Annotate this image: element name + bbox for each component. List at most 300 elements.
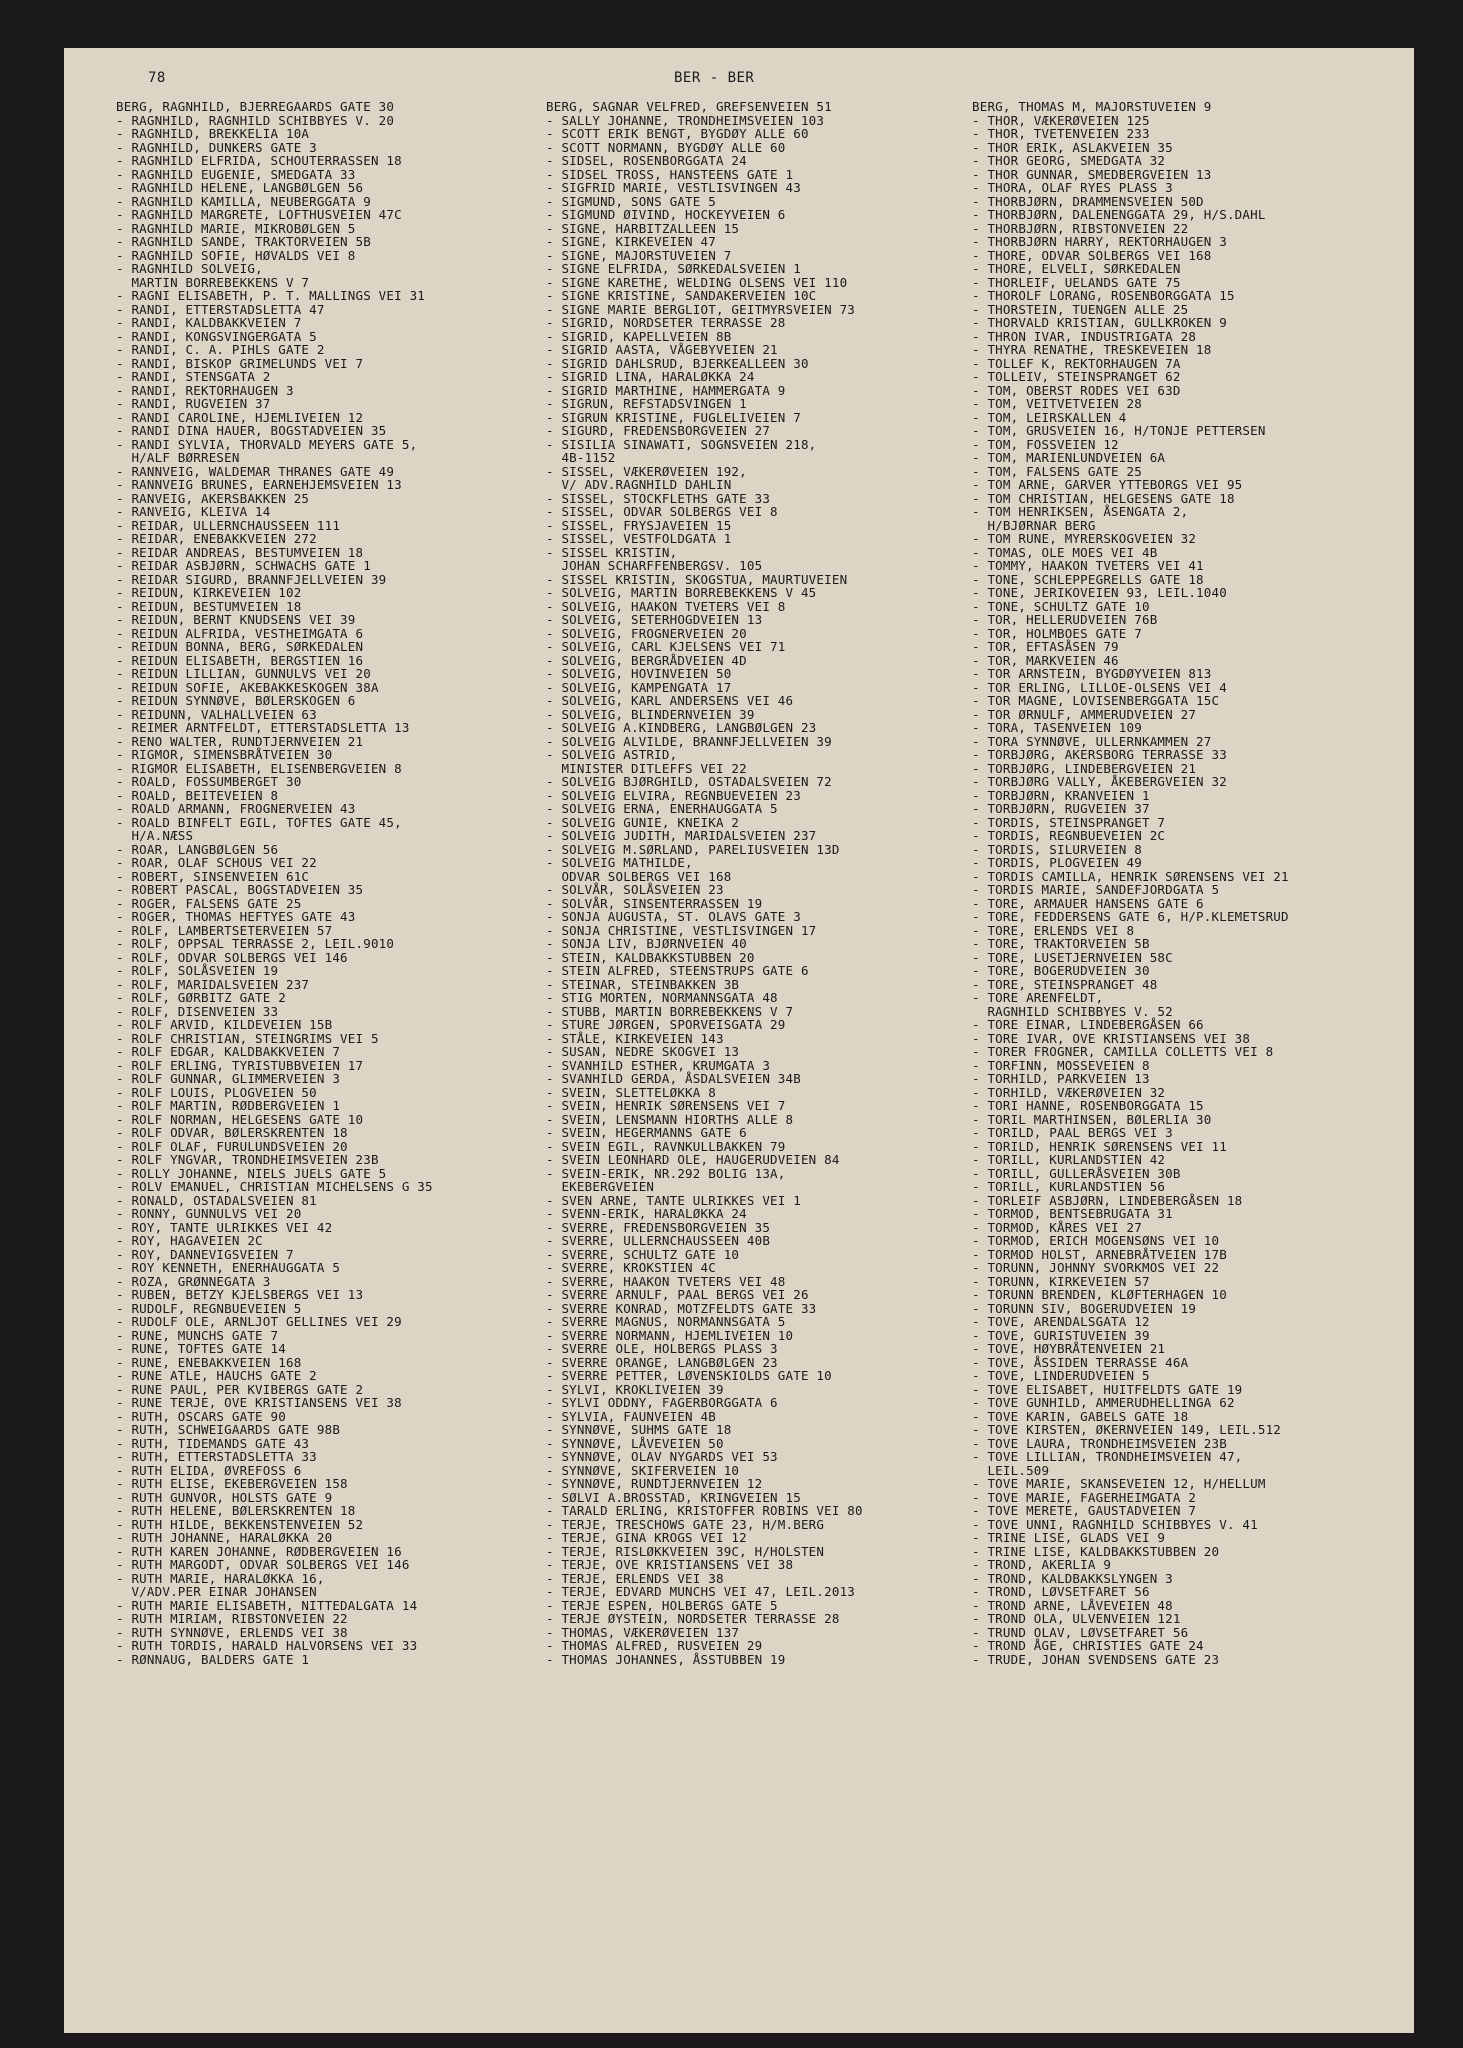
directory-entry: - SIGRID DAHLSRUD, BJERKEALLEEN 30 [546, 355, 809, 371]
directory-entry: - TOR, HOLMBOES GATE 7 [972, 625, 1142, 641]
directory-entry: - TORBJØRN, KRANVEIEN 1 [972, 787, 1150, 803]
directory-entry: - TORUNN BRENDEN, KLØFTERHAGEN 10 [972, 1287, 1227, 1302]
directory-entry: - THORBJØRN, DALENENGGATA 29, H/S.DAHL [972, 207, 1266, 222]
directory-entry: - THOR GEORG, SMEDGATA 32 [972, 153, 1166, 168]
directory-entry: - TORILL, KURLANDSTIEN 42 [972, 1152, 1166, 1167]
directory-entry: - TOR ARNSTEIN, BYGDØYVEIEN 813 [972, 666, 1212, 681]
directory-entry: - SVEIN, HENRIK SØRENSENS VEI 7 [546, 1098, 786, 1113]
directory-entry: - SOLVEIG BJØRGHILD, OSTADALSVEIEN 72 [546, 774, 832, 789]
directory-entry: - TOVE LILLIAN, TRONDHEIMSVEIEN 47, [972, 1449, 1243, 1464]
directory-entry: - REIDUN SOFIE, AKEBAKKESKOGEN 38A [116, 679, 379, 695]
directory-entry: - STEIN, KALDBAKKSTUBBEN 20 [546, 949, 755, 965]
directory-entry: - TORE, TRAKTORVEIEN 5B [972, 936, 1150, 951]
directory-entry: - THOMAS, VÆKERØVEIEN 137 [546, 1624, 740, 1640]
directory-entry: - REIDAR, ENEBAKKVEIEN 272 [116, 531, 317, 546]
running-head: BER - BER [674, 70, 755, 86]
directory-entry: - TERJE ESPEN, HOLBERGS GATE 5 [546, 1597, 778, 1613]
directory-entry: - RUTH HELENE, BØLERSKRENTEN 18 [116, 1503, 356, 1518]
directory-entry: - TORBJØRG VALLY, ÅKEBERGVEIEN 32 [972, 774, 1227, 789]
directory-entry: - TERJE, GINA KROGS VEI 12 [546, 1530, 747, 1545]
directory-entry: - RANDI SYLVIA, THORVALD MEYERS GATE 5, [116, 436, 418, 452]
directory-entry: - SØLVI A.BROSSTAD, KRINGVEIEN 15 [546, 1489, 801, 1505]
directory-entry: - TOVE MERETE, GAUSTADVEIEN 7 [972, 1503, 1197, 1518]
directory-entry: - RANDI, KONGSVINGERGATA 5 [116, 328, 317, 344]
directory-entry: - REIDUN, BESTUMVEIEN 18 [116, 598, 302, 614]
directory-entry: - SVERRE PETTER, LØVENSKIOLDS GATE 10 [546, 1368, 832, 1383]
directory-entry: - TOM, OBERST RODES VEI 63D [972, 382, 1181, 398]
directory-entry: - TORDIS, REGNBUEVEIEN 2C [972, 828, 1166, 843]
directory-entry: - RAGNHILD HELENE, LANGBØLGEN 56 [116, 180, 364, 195]
directory-entry: - TORE EINAR, LINDEBERGÅSEN 66 [972, 1017, 1204, 1032]
directory-entry: - THRON IVAR, INDUSTRIGATA 28 [972, 328, 1197, 344]
directory-entry: - REIDUN ELISABETH, BERGSTIEN 16 [116, 652, 364, 668]
directory-entry: - TOVE, GURISTUVEIEN 39 [972, 1327, 1150, 1343]
directory-entry: - TOM RUNE, MYRERSKOGVEIEN 32 [972, 531, 1197, 546]
directory-entry: - REIMER ARNTFELDT, ETTERSTADSLETTA 13 [116, 720, 410, 735]
directory-entry: - TOVE MARIE, FAGERHEIMGATA 2 [972, 1489, 1197, 1505]
directory-entry: - REIDUN, BERNT KNUDSENS VEI 39 [116, 612, 356, 627]
directory-entry: - TORMOD, KÅRES VEI 27 [972, 1219, 1142, 1235]
directory-entry: - TORDIS MARIE, SANDEFJORDGATA 5 [972, 882, 1220, 897]
directory-entry: - TORA SYNNØVE, ULLERNKAMMEN 27 [972, 733, 1212, 749]
directory-entry: - SISILIA SINAWATI, SOGNSVEIEN 218, [546, 436, 817, 452]
directory-entry: - TORBJØRG, LINDEBERGVEIEN 21 [972, 760, 1197, 776]
directory-entry: - RIGMOR ELISABETH, ELISENBERGVEIEN 8 [116, 760, 402, 776]
page-number: 78 [148, 70, 166, 86]
directory-entry: - SIGRUN, REFSTADSVINGEN 1 [546, 396, 747, 411]
directory-entry: - ROLF, LAMBERTSETERVEIEN 57 [116, 922, 333, 938]
directory-entry: - TERJE ØYSTEIN, NORDSETER TERRASSE 28 [546, 1611, 840, 1626]
directory-entry: - SOLVEIG, BLINDERNVEIEN 39 [546, 706, 755, 722]
directory-entry: - TORE, LUSETJERNVEIEN 58C [972, 949, 1173, 965]
directory-entry: - RUNE TERJE, OVE KRISTIANSENS VEI 38 [116, 1395, 402, 1410]
directory-entry: - RENO WALTER, RUNDTJERNVEIEN 21 [116, 733, 364, 749]
directory-entry: - RUDOLF, REGNBUEVEIEN 5 [116, 1300, 302, 1316]
directory-entry: - SVANHILD ESTHER, KRUMGATA 3 [546, 1057, 771, 1073]
directory-entry: H/BJØRNAR BERG [972, 517, 1096, 533]
directory-entry: - THOMAS ALFRED, RUSVEIEN 29 [546, 1638, 763, 1653]
directory-entry: - SIGRID MARTHINE, HAMMERGATA 9 [546, 382, 786, 398]
directory-entry: - SIGRID AASTA, VÅGEBYVEIEN 21 [546, 342, 778, 357]
directory-entry: - TORILD, PAAL BERGS VEI 3 [972, 1125, 1173, 1140]
directory-entry: - RANDI, BISKOP GRIMELUNDS VEI 7 [116, 355, 364, 371]
directory-entry: - ROLF, GØRBITZ GATE 2 [116, 990, 286, 1005]
directory-entry: - ROGER, FALSENS GATE 25 [116, 895, 302, 911]
directory-entry: - SIGMUND, SONS GATE 5 [546, 193, 716, 209]
directory-entry: - RUNE, MUNCHS GATE 7 [116, 1327, 279, 1343]
directory-entry: - SONJA LIV, BJØRNVEIEN 40 [546, 936, 747, 951]
directory-entry: LEIL.509 [972, 1462, 1050, 1478]
directory-entry: - RUTH TORDIS, HARALD HALVORSENS VEI 33 [116, 1638, 418, 1653]
directory-entry: - ROLF GUNNAR, GLIMMERVEIEN 3 [116, 1071, 341, 1086]
directory-entry: - RUTH, SCHWEIGAARDS GATE 98B [116, 1422, 341, 1437]
directory-entry: - TORILL, KURLANDSTIEN 56 [972, 1179, 1166, 1194]
directory-entry: - ROBERT, SINSENVEIEN 61C [116, 868, 310, 884]
directory-entry: - RUTH MIRIAM, RIBSTONVEIEN 22 [116, 1611, 348, 1626]
directory-entry: - TROND ARNE, LÅVEVEIEN 48 [972, 1597, 1173, 1613]
directory-entry: - TORLEIF ASBJØRN, LINDEBERGÅSEN 18 [972, 1192, 1243, 1208]
directory-entry: - ROLV EMANUEL, CHRISTIAN MICHELSENS G 35 [116, 1179, 433, 1194]
directory-entry: - TROND ÅGE, CHRISTIES GATE 24 [972, 1638, 1204, 1653]
directory-entry: - TORDIS, STEINSPRANGET 7 [972, 814, 1166, 830]
directory-entry: - TORUNN, KIRKEVEIEN 57 [972, 1273, 1150, 1289]
directory-entry: - ROLF ODVAR, BØLERSKRENTEN 18 [116, 1125, 348, 1140]
directory-entry: H/A.NÆSS [116, 828, 194, 843]
directory-entry: - STÅLE, KIRKEVEIEN 143 [546, 1030, 724, 1046]
directory-entry: - TOVE MARIE, SKANSEVEIEN 12, H/HELLUM [972, 1476, 1266, 1491]
directory-entry: - SVENN-ERIK, HARALØKKA 24 [546, 1206, 747, 1221]
directory-entry: JOHAN SCHARFFENBERGSV. 105 [546, 558, 763, 573]
directory-entry: - SOLVEIG, MARTIN BORREBEKKENS V 45 [546, 585, 817, 600]
directory-entry: - TOM, FALSENS GATE 25 [972, 463, 1142, 479]
directory-entry: - SIGRUN KRISTINE, FUGLELIVEIEN 7 [546, 409, 801, 425]
directory-entry: - SISSEL KRISTIN, SKOGSTUA, MAURTUVEIEN [546, 571, 848, 587]
directory-entry: BERG, RAGNHILD, BJERREGAARDS GATE 30 [116, 99, 395, 114]
directory-entry: - TARALD ERLING, KRISTOFFER ROBINS VEI 80 [546, 1503, 863, 1518]
directory-entry: - SOLVEIG ASTRID, [546, 747, 678, 762]
directory-entry: - RUTH, TIDEMANDS GATE 43 [116, 1435, 310, 1451]
directory-entry: 4B-1152 [546, 450, 616, 465]
directory-entry: - SIGURD, FREDENSBORGVEIEN 27 [546, 423, 771, 438]
directory-entry: - TORE ARENFELDT, [972, 990, 1104, 1005]
directory-entry: MINISTER DITLEFFS VEI 22 [546, 760, 747, 776]
directory-entry: MARTIN BORREBEKKENS V 7 [116, 274, 310, 290]
directory-entry: - ROLF, SOLÅSVEIEN 19 [116, 963, 279, 978]
directory-entry: - TOR MAGNE, LOVISENBERGGATA 15C [972, 693, 1220, 708]
directory-entry: - SOLVEIG M.SØRLAND, PARELIUSVEIEN 13D [546, 841, 840, 857]
directory-entry: - SYLVIA, FAUNVEIEN 4B [546, 1408, 716, 1424]
directory-entry: V/ ADV.RAGNHILD DAHLIN [546, 477, 732, 492]
directory-entry: - RUTH SYNNØVE, ERLENDS VEI 38 [116, 1624, 348, 1640]
directory-entry: - TOVE, ÅSSIDEN TERRASSE 46A [972, 1354, 1189, 1370]
directory-entry: - REIDAR SIGURD, BRANNFJELLVEIEN 39 [116, 571, 387, 587]
directory-entry: - THORBJØRN, RIBSTONVEIEN 22 [972, 220, 1189, 236]
directory-entry: - ROLLY JOHANNE, NIELS JUELS GATE 5 [116, 1165, 387, 1181]
directory-entry: - SCOTT NORMANN, BYGDØY ALLE 60 [546, 139, 786, 155]
directory-entry: - TORMOD HOLST, ARNEBRÅTVEIEN 17B [972, 1246, 1227, 1262]
directory-entry: ODVAR SOLBERGS VEI 168 [546, 868, 732, 884]
directory-entry: - TERJE, TRESCHOWS GATE 23, H/M.BERG [546, 1516, 825, 1532]
directory-entry: - TRINE LISE, KALDBAKKSTUBBEN 20 [972, 1543, 1220, 1559]
directory-entry: - RAGNHILD KAMILLA, NEUBERGGATA 9 [116, 193, 371, 209]
directory-entry: - REIDAR ANDREAS, BESTUMVEIEN 18 [116, 544, 364, 560]
directory-entry: - RUTH MARGODT, ODVAR SOLBERGS VEI 146 [116, 1557, 410, 1572]
directory-entry: - RØNNAUG, BALDERS GATE 1 [116, 1651, 310, 1667]
directory-entry: - SVERRE ARNULF, PAAL BERGS VEI 26 [546, 1287, 809, 1302]
directory-column-1 [116, 100, 556, 1666]
directory-entry: - ROLF ARVID, KILDEVEIEN 15B [116, 1017, 333, 1032]
directory-entry: - SALLY JOHANNE, TRONDHEIMSVEIEN 103 [546, 112, 825, 128]
directory-entry: - SOLVEIG, KARL ANDERSENS VEI 46 [546, 693, 794, 708]
directory-entry: - TORFINN, MOSSEVEIEN 8 [972, 1057, 1150, 1073]
directory-entry: - ROLF YNGVAR, TRONDHEIMSVEIEN 23B [116, 1152, 379, 1167]
directory-entry: - TORBJØRG, AKERSBORG TERRASSE 33 [972, 747, 1227, 762]
directory-entry: - SOLVEIG MATHILDE, [546, 855, 693, 870]
directory-entry: - TORHILD, VÆKERØVEIEN 32 [972, 1084, 1166, 1100]
directory-entry: - RANDI, C. A. PIHLS GATE 2 [116, 342, 325, 357]
directory-entry: - STEINAR, STEINBAKKEN 3B [546, 976, 740, 992]
directory-entry: - SYLVI ODDNY, FAGERBORGGATA 6 [546, 1395, 778, 1410]
directory-entry: - RANNVEIG BRUNES, EARNEHJEMSVEIEN 13 [116, 477, 402, 492]
directory-entry: - RAGNHILD SOLVEIG, [116, 261, 263, 276]
directory-entry: - TOR, EFTASÅSEN 79 [972, 639, 1119, 654]
directory-entry: - SVEIN, LENSMANN HIORTHS ALLE 8 [546, 1111, 794, 1127]
directory-entry: - SCOTT ERIK BENGT, BYGDØY ALLE 60 [546, 126, 809, 141]
directory-entry: - SIGNE MARIE BERGLIOT, GEITMYRSVEIEN 73 [546, 301, 856, 317]
directory-entry: - THORSTEIN, TUENGEN ALLE 25 [972, 301, 1189, 317]
directory-entry: - SIGNE ELFRIDA, SØRKEDALSVEIEN 1 [546, 261, 801, 276]
directory-entry: - TOM, GRUSVEIEN 16, H/TONJE PETTERSEN [972, 423, 1266, 438]
directory-entry: - SVEIN, SLETTELØKKA 8 [546, 1084, 716, 1100]
directory-entry: - SVEIN LEONHARD OLE, HAUGERUDVEIEN 84 [546, 1152, 840, 1167]
directory-entry: - TOR, HELLERUDVEIEN 76B [972, 612, 1158, 627]
directory-entry: - TOM, LEIRSKALLEN 4 [972, 409, 1127, 425]
directory-entry: - THORBJØRN, DRAMMENSVEIEN 50D [972, 193, 1204, 209]
directory-entry: - REIDUNN, VALHALLVEIEN 63 [116, 706, 317, 722]
directory-entry: - REIDAR, ULLERNCHAUSSEEN 111 [116, 517, 341, 533]
directory-entry: - SIGNE KARETHE, WELDING OLSENS VEI 110 [546, 274, 848, 290]
directory-entry: - RUNE, TOFTES GATE 14 [116, 1341, 286, 1356]
directory-entry: - ROLF, OPPSAL TERRASSE 2, LEIL.9010 [116, 936, 395, 951]
directory-entry: - RUBEN, BETZY KJELSBERGS VEI 13 [116, 1287, 364, 1302]
directory-entry: - ROALD, FOSSUMBERGET 30 [116, 774, 302, 789]
directory-entry: - REIDUN BONNA, BERG, SØRKEDALEN [116, 639, 364, 654]
directory-entry: - TORBJØRN, RUGVEIEN 37 [972, 801, 1150, 816]
directory-entry: - RAGNHILD, RAGNHILD SCHIBBYES V. 20 [116, 112, 395, 128]
directory-entry: - TORMOD, BENTSEBRUGATA 31 [972, 1206, 1173, 1221]
directory-entry: - RANVEIG, KLEIVA 14 [116, 504, 271, 519]
directory-entry: - SISSEL, STOCKFLETHS GATE 33 [546, 490, 771, 506]
directory-entry: - STIG MORTEN, NORMANNSGATA 48 [546, 990, 778, 1005]
directory-entry: - RUTH ELIDA, ØVREFOSS 6 [116, 1462, 302, 1478]
directory-entry: - TOM HENRIKSEN, ÅSENGATA 2, [972, 504, 1189, 519]
directory-entry: - RAGNHILD, BREKKELIA 10A [116, 126, 310, 141]
directory-entry: - SISSEL, ODVAR SOLBERGS VEI 8 [546, 504, 778, 519]
directory-entry: - ROLF, DISENVEIEN 33 [116, 1003, 279, 1019]
directory-entry: - SOLVÅR, SOLÅSVEIEN 23 [546, 882, 724, 897]
directory-entry: - SUSAN, NEDRE SKOGVEI 13 [546, 1044, 740, 1059]
directory-entry: - ROY KENNETH, ENERHAUGGATA 5 [116, 1260, 341, 1275]
directory-entry: - TOVE GUNHILD, AMMERUDHELLINGA 62 [972, 1395, 1235, 1410]
directory-entry: - SOLVEIG ELVIRA, REGNBUEVEIEN 23 [546, 787, 801, 803]
directory-entry: - REIDAR ASBJØRN, SCHWACHS GATE 1 [116, 558, 371, 573]
directory-entry: - TERJE, OVE KRISTIANSENS VEI 38 [546, 1557, 794, 1572]
directory-entry: - SISSEL KRISTIN, [546, 544, 678, 560]
directory-entry: - RUNE ATLE, HAUCHS GATE 2 [116, 1368, 317, 1383]
directory-entry: - THORE, ODVAR SOLBERGS VEI 168 [972, 247, 1212, 263]
directory-entry: - STURE JØRGEN, SPORVEISGATA 29 [546, 1017, 786, 1032]
directory-entry: - TOLLEIV, STEINSPRANGET 62 [972, 369, 1181, 384]
directory-entry: - TERJE, RISLØKKVEIEN 39C, H/HOLSTEN [546, 1543, 825, 1559]
directory-entry: - ROLF MARTIN, RØDBERGVEIEN 1 [116, 1098, 341, 1113]
directory-entry: - RAGNI ELISABETH, P. T. MALLINGS VEI 31 [116, 288, 426, 303]
directory-entry: - ROY, DANNEVIGSVEIEN 7 [116, 1246, 294, 1262]
directory-entry: - SVEIN-ERIK, NR.292 BOLIG 13A, [546, 1165, 786, 1181]
directory-entry: - SIGMUND ØIVIND, HOCKEYVEIEN 6 [546, 207, 786, 222]
directory-entry: - SOLVEIG, KAMPENGATA 17 [546, 679, 732, 695]
directory-entry: - RUTH MARIE ELISABETH, NITTEDALGATA 14 [116, 1597, 418, 1613]
directory-entry: - TOVE, LINDERUDVEIEN 5 [972, 1368, 1150, 1383]
directory-entry: - SIGFRID MARIE, VESTLISVINGEN 43 [546, 180, 801, 195]
directory-entry: - TORE IVAR, OVE KRISTIANSENS VEI 38 [972, 1030, 1251, 1046]
directory-entry: - TORA, TASENVEIEN 109 [972, 720, 1142, 735]
directory-entry: - THOR ERIK, ASLAKVEIEN 35 [972, 139, 1173, 155]
directory-entry: - SOLVEIG, CARL KJELSENS VEI 71 [546, 639, 786, 654]
directory-entry: - SIGNE, KIRKEVEIEN 47 [546, 234, 716, 249]
directory-entry: - TONE, JERIKOVEIEN 93, LEIL.1040 [972, 585, 1227, 600]
directory-entry: - RUTH, OSCARS GATE 90 [116, 1408, 286, 1424]
directory-entry: - TOMMY, HAAKON TVETERS VEI 41 [972, 558, 1204, 573]
directory-entry: - SOLVEIG ALVILDE, BRANNFJELLVEIEN 39 [546, 733, 832, 749]
directory-entry: - RIGMOR, SIMENSBRÅTVEIEN 30 [116, 747, 333, 762]
directory-entry: - SOLVEIG ERNA, ENERHAUGGATA 5 [546, 801, 778, 816]
directory-entry: - THORVALD KRISTIAN, GULLKROKEN 9 [972, 315, 1227, 330]
directory-entry: - ROGER, THOMAS HEFTYES GATE 43 [116, 909, 356, 924]
directory-entry: - TORDIS, PLOGVEIEN 49 [972, 855, 1142, 870]
directory-entry: - THYRA RENATHE, TRESKEVEIEN 18 [972, 342, 1212, 357]
directory-entry: - RAGNHILD SANDE, TRAKTORVEIEN 5B [116, 234, 371, 249]
directory-entry: - SOLVEIG GUNIE, KNEIKA 2 [546, 814, 740, 830]
directory-entry: - SVERRE KONRAD, MOTZFELDTS GATE 33 [546, 1300, 817, 1316]
directory-entry: - RAGNHILD, DUNKERS GATE 3 [116, 139, 317, 155]
directory-entry: - SIGRID LINA, HARALØKKA 24 [546, 369, 755, 384]
directory-entry: - ROZA, GRØNNEGATA 3 [116, 1273, 271, 1289]
directory-entry: - SISSEL, FRYSJAVEIEN 15 [546, 517, 732, 533]
directory-entry: - RANDI, KALDBAKKVEIEN 7 [116, 315, 302, 330]
directory-entry: - TOVE KIRSTEN, ØKERNVEIEN 149, LEIL.512 [972, 1422, 1282, 1437]
directory-entry: EKEBERGVEIEN [546, 1179, 655, 1194]
directory-entry: - RAGNHILD EUGENIE, SMEDGATA 33 [116, 166, 356, 182]
directory-entry: - TROND, LØVSETFARET 56 [972, 1584, 1150, 1599]
directory-entry: - TORUNN, JOHNNY SVORKMOS VEI 22 [972, 1260, 1220, 1275]
directory-entry: - SOLVEIG, BERGRÅDVEIEN 4D [546, 652, 747, 668]
directory-entry: - TOVE, ARENDALSGATA 12 [972, 1314, 1150, 1329]
directory-entry: - TORILD, HENRIK SØRENSENS VEI 11 [972, 1138, 1227, 1154]
directory-entry: - RANDI, RUGVEIEN 37 [116, 396, 271, 411]
directory-entry: - THOR, VÆKERØVEIEN 125 [972, 112, 1150, 128]
directory-entry: - TOVE KARIN, GABELS GATE 18 [972, 1408, 1189, 1424]
directory-entry: - THOR, TVETENVEIEN 233 [972, 126, 1150, 141]
directory-column-3 [972, 100, 1402, 1666]
directory-entry: - TORE, ARMAUER HANSENS GATE 6 [972, 895, 1204, 911]
directory-entry: - SVERRE OLE, HOLBERGS PLASS 3 [546, 1341, 778, 1356]
directory-entry: - TORE, BOGERUDVEIEN 30 [972, 963, 1150, 978]
directory-entry: - ROLF CHRISTIAN, STEINGRIMS VEI 5 [116, 1030, 379, 1046]
directory-entry: - RAGNHILD MARGRETE, LOFTHUSVEIEN 47C [116, 207, 402, 222]
directory-entry: - RONNY, GUNNULVS VEI 20 [116, 1206, 302, 1221]
directory-entry: - ROLF, MARIDALSVEIEN 237 [116, 976, 310, 992]
directory-entry: - TONE, SCHLEPPEGRELLS GATE 18 [972, 571, 1204, 587]
directory-entry: - TRUDE, JOHAN SVENDSENS GATE 23 [972, 1651, 1220, 1667]
directory-entry: - TOMAS, OLE MOES VEI 4B [972, 544, 1158, 560]
directory-entry: - SOLVEIG, HOVINVEIEN 50 [546, 666, 732, 681]
directory-entry: V/ADV.PER EINAR JOHANSEN [116, 1584, 317, 1599]
directory-entry: - ROY, TANTE ULRIKKES VEI 42 [116, 1219, 333, 1235]
directory-entry: - TORHILD, PARKVEIEN 13 [972, 1071, 1150, 1086]
directory-entry: - SVEIN, HEGERMANNS GATE 6 [546, 1125, 747, 1140]
directory-entry: - RAGNHILD SOFIE, HØVALDS VEI 8 [116, 247, 356, 263]
directory-entry: - REIDUN ALFRIDA, VESTHEIMGATA 6 [116, 625, 364, 641]
directory-entry: - ROLF LOUIS, PLOGVEIEN 50 [116, 1084, 317, 1100]
directory-entry: BERG, THOMAS M, MAJORSTUVEIEN 9 [972, 99, 1212, 114]
directory-entry: - TOR, MARKVEIEN 46 [972, 652, 1119, 668]
directory-entry: - ROLF OLAF, FURULUNDSVEIEN 20 [116, 1138, 348, 1154]
directory-entry: - THORLEIF, UELANDS GATE 75 [972, 274, 1181, 290]
directory-entry: - SVERRE MAGNUS, NORMANNSGATA 5 [546, 1314, 786, 1329]
directory-entry: - TORMOD, ERICH MOGENSØNS VEI 10 [972, 1233, 1220, 1248]
directory-entry: - REIDUN, KIRKEVEIEN 102 [116, 585, 302, 600]
directory-entry: - SISSEL, VESTFOLDGATA 1 [546, 531, 732, 546]
directory-entry: - SVANHILD GERDA, ÅSDALSVEIEN 34B [546, 1071, 801, 1086]
directory-entry: - SOLVÅR, SINSENTERRASSEN 19 [546, 895, 763, 911]
directory-entry: - RUTH HILDE, BEKKENSTENVEIEN 52 [116, 1516, 364, 1532]
directory-entry: - ROLF ERLING, TYRISTUBBVEIEN 17 [116, 1057, 364, 1073]
directory-entry: - TOVE LAURA, TRONDHEIMSVEIEN 23B [972, 1435, 1227, 1451]
directory-entry: - SVERRE, HAAKON TVETERS VEI 48 [546, 1273, 786, 1289]
directory-entry: - RUNE, ENEBAKKVEIEN 168 [116, 1354, 302, 1370]
directory-entry: - ROALD ARMANN, FROGNERVEIEN 43 [116, 801, 356, 816]
directory-entry: - SYNNØVE, SUHMS GATE 18 [546, 1422, 732, 1437]
directory-entry: - RAGNHILD MARIE, MIKROBØLGEN 5 [116, 220, 356, 236]
directory-entry: - RUTH MARIE, HARALØKKA 16, [116, 1570, 325, 1586]
directory-entry: - SYNNØVE, SKIFERVEIEN 10 [546, 1462, 740, 1478]
directory-entry: - TRUND OLAV, LØVSETFARET 56 [972, 1624, 1189, 1640]
directory-entry: - ROBERT PASCAL, BOGSTADVEIEN 35 [116, 882, 364, 897]
directory-entry: - SOLVEIG, SETERHOGDVEIEN 13 [546, 612, 763, 627]
directory-entry: - SYLVI, KROKLIVEIEN 39 [546, 1381, 724, 1397]
directory-entry: - ROALD BINFELT EGIL, TOFTES GATE 45, [116, 814, 402, 830]
directory-entry: - TORER FROGNER, CAMILLA COLLETTS VEI 8 [972, 1044, 1274, 1059]
directory-entry: - SVERRE, KROKSTIEN 4C [546, 1260, 716, 1275]
directory-entry: - THORBJØRN HARRY, REKTORHAUGEN 3 [972, 234, 1227, 249]
directory-column-2 [546, 100, 966, 1666]
directory-entry: - TOM CHRISTIAN, HELGESENS GATE 18 [972, 490, 1235, 506]
directory-entry: - RUTH GUNVOR, HOLSTS GATE 9 [116, 1489, 333, 1505]
directory-entry: - RUTH ELISE, EKEBERGVEIEN 158 [116, 1476, 348, 1491]
directory-entry: - SIGNE KRISTINE, SANDAKERVEIEN 10C [546, 288, 817, 303]
directory-entry: - TOM, MARIENLUNDVEIEN 6A [972, 450, 1166, 465]
directory-entry: - TOM, VEITVETVEIEN 28 [972, 396, 1142, 411]
directory-entry: - STUBB, MARTIN BORREBEKKENS V 7 [546, 1003, 794, 1019]
directory-entry: BERG, SAGNAR VELFRED, GREFSENVEIEN 51 [546, 99, 832, 114]
directory-entry: - TORE, FEDDERSENS GATE 6, H/P.KLEMETSRUD [972, 909, 1289, 924]
directory-entry: - TORI HANNE, ROSENBORGGATA 15 [972, 1098, 1204, 1113]
directory-entry: - TORILL, GULLERÅSVEIEN 30B [972, 1165, 1181, 1181]
directory-entry: - REIDUN LILLIAN, GUNNULVS VEI 20 [116, 666, 371, 681]
directory-entry: - SONJA AUGUSTA, ST. OLAVS GATE 3 [546, 909, 801, 924]
directory-entry: RAGNHILD SCHIBBYES V. 52 [972, 1003, 1173, 1019]
directory-entry: - TORIL MARTHINSEN, BØLERLIA 30 [972, 1111, 1212, 1127]
directory-entry: - TROND, KALDBAKKSLYNGEN 3 [972, 1570, 1173, 1586]
directory-entry: - RANDI, REKTORHAUGEN 3 [116, 382, 294, 398]
directory-entry: - TOVE UNNI, RAGNHILD SCHIBBYES V. 41 [972, 1516, 1258, 1532]
directory-entry: - RANDI, ETTERSTADSLETTA 47 [116, 301, 325, 317]
directory-entry: - TROND, AKERLIA 9 [972, 1557, 1112, 1572]
directory-entry: - ROY, HAGAVEIEN 2C [116, 1233, 263, 1248]
directory-entry: - RUNE PAUL, PER KVIBERGS GATE 2 [116, 1381, 364, 1397]
directory-entry: - TOVE, HØYBRÅTENVEIEN 21 [972, 1341, 1166, 1356]
directory-entry: - TRINE LISE, GLADS VEI 9 [972, 1530, 1166, 1545]
directory-entry: - TERJE, EDVARD MUNCHS VEI 47, LEIL.2013 [546, 1584, 856, 1599]
directory-entry: - RAGNHILD ELFRIDA, SCHOUTERRASSEN 18 [116, 153, 402, 168]
directory-entry: - TROND OLA, ULVENVEIEN 121 [972, 1611, 1181, 1626]
directory-entry: - SOLVEIG A.KINDBERG, LANGBØLGEN 23 [546, 720, 817, 735]
directory-entry: - SIDSEL TROSS, HANSTEENS GATE 1 [546, 166, 794, 182]
directory-entry: - SOLVEIG, FROGNERVEIEN 20 [546, 625, 747, 641]
directory-entry: - TOLLEF K, REKTORHAUGEN 7A [972, 355, 1181, 371]
directory-entry: - THORE, ELVELI, SØRKEDALEN [972, 261, 1181, 276]
directory-entry: - SIGNE, MAJORSTUVEIEN 7 [546, 247, 732, 263]
